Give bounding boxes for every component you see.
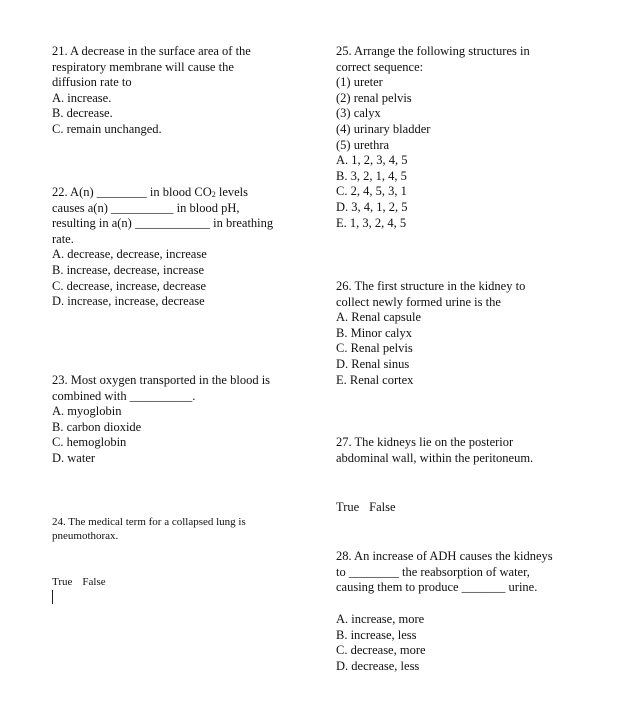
question-21-line-2: respiratory membrane will cause the bbox=[52, 59, 234, 74]
question-25-line-2: correct sequence: bbox=[336, 59, 424, 74]
question-26-option-d[interactable]: D. Renal sinus bbox=[336, 356, 410, 371]
question-22 bbox=[52, 185, 273, 310]
question-27-line-1: 27. The kidneys lie on the posterior bbox=[336, 435, 514, 449]
question-28-option-a[interactable]: A. increase, more bbox=[336, 612, 425, 626]
question-23-option-b[interactable]: B. carbon dioxide bbox=[52, 419, 142, 434]
question-25-item-3: (3) calyx bbox=[336, 106, 381, 121]
question-28-options bbox=[336, 612, 426, 674]
question-25-option-a[interactable]: A. 1, 2, 3, 4, 5 bbox=[336, 153, 408, 168]
question-26-option-b[interactable]: B. Minor calyx bbox=[336, 325, 413, 340]
question-22-option-c[interactable]: C. decrease, increase, decrease bbox=[52, 278, 207, 293]
question-23-option-c[interactable]: C. hemoglobin bbox=[52, 435, 127, 450]
question-25-item-4: (4) urinary bladder bbox=[336, 121, 431, 136]
question-23-line-1: 23. Most oxygen transported in the blood is bbox=[52, 373, 271, 387]
question-22-line-1-suffix: levels bbox=[215, 185, 249, 199]
question-24-false-option[interactable]: False bbox=[82, 576, 106, 588]
question-28-option-c[interactable]: C. decrease, more bbox=[336, 643, 426, 658]
question-22-option-a[interactable]: A. decrease, decrease, increase bbox=[52, 247, 207, 262]
question-21-line-1: 21. A decrease in the surface area of the bbox=[52, 44, 251, 58]
question-27-true-false bbox=[336, 500, 406, 515]
question-28-option-b[interactable]: B. increase, less bbox=[336, 627, 417, 642]
question-25-item-5: (5) urethra bbox=[336, 137, 390, 152]
question-23-option-d[interactable]: D. water bbox=[52, 450, 96, 465]
question-23-line-2: combined with __________. bbox=[52, 388, 196, 403]
question-22-line-1-prefix: 22. A(n) ________ in blood CO bbox=[52, 185, 212, 199]
question-25-item-2: (2) renal pelvis bbox=[336, 90, 412, 105]
question-22-option-d[interactable]: D. increase, increase, decrease bbox=[52, 294, 205, 309]
question-26-option-c[interactable]: C. Renal pelvis bbox=[336, 341, 413, 356]
question-25-option-c[interactable]: C. 2, 4, 5, 3, 1 bbox=[336, 184, 407, 199]
question-28-line-1: 28. An increase of ADH causes the kidneys bbox=[336, 549, 553, 563]
question-26 bbox=[336, 279, 525, 388]
question-25-option-d[interactable]: D. 3, 4, 1, 2, 5 bbox=[336, 199, 408, 214]
question-28-line-3: causing them to produce _______ urine. bbox=[336, 580, 538, 595]
question-25-option-b[interactable]: B. 3, 2, 1, 4, 5 bbox=[336, 168, 407, 183]
question-23 bbox=[52, 373, 270, 467]
question-26-option-a[interactable]: A. Renal capsule bbox=[336, 310, 422, 325]
question-21-line-3: diffusion rate to bbox=[52, 75, 132, 90]
question-24-line-1: 24. The medical term for a collapsed lung is bbox=[52, 516, 246, 528]
text-cursor bbox=[52, 590, 53, 604]
question-24-true-option[interactable]: True bbox=[52, 576, 73, 588]
question-26-option-e[interactable]: E. Renal cortex bbox=[336, 372, 414, 387]
question-22-option-b[interactable]: B. increase, decrease, increase bbox=[52, 262, 204, 277]
question-27-false-option[interactable]: False bbox=[369, 500, 396, 514]
question-25-line-1: 25. Arrange the following structures in bbox=[336, 44, 530, 58]
question-21-option-a[interactable]: A. increase. bbox=[52, 90, 112, 105]
question-27-true-option[interactable]: True bbox=[336, 500, 360, 514]
question-21 bbox=[52, 44, 251, 138]
question-24-true-false bbox=[52, 575, 116, 589]
question-26-line-2: collect newly formed urine is the bbox=[336, 294, 501, 309]
question-25-item-1: (1) ureter bbox=[336, 75, 383, 90]
question-28-option-d[interactable]: D. decrease, less bbox=[336, 658, 420, 673]
co2-subscript: 2 bbox=[211, 190, 216, 199]
question-24-line-2: pneumothorax. bbox=[52, 530, 119, 542]
question-21-option-b[interactable]: B. decrease. bbox=[52, 106, 113, 121]
question-22-line-4: rate. bbox=[52, 231, 74, 246]
question-25 bbox=[336, 44, 530, 231]
question-22-line-2: causes a(n) __________ in blood pH, bbox=[52, 200, 240, 215]
question-28 bbox=[336, 549, 553, 596]
question-22-line-1 bbox=[52, 185, 273, 201]
question-22-line-3: resulting in a(n) ____________ in breathing bbox=[52, 216, 274, 231]
question-28-line-2: to ________ the reabsorption of water, bbox=[336, 564, 530, 579]
question-27-line-2: abdominal wall, within the peritoneum. bbox=[336, 450, 534, 465]
question-23-option-a[interactable]: A. myoglobin bbox=[52, 404, 122, 419]
question-24 bbox=[52, 515, 246, 543]
question-21-option-c[interactable]: C. remain unchanged. bbox=[52, 121, 162, 136]
question-26-line-1: 26. The first structure in the kidney to bbox=[336, 279, 526, 293]
question-25-option-e[interactable]: E. 1, 3, 2, 4, 5 bbox=[336, 215, 407, 230]
question-27 bbox=[336, 435, 533, 466]
